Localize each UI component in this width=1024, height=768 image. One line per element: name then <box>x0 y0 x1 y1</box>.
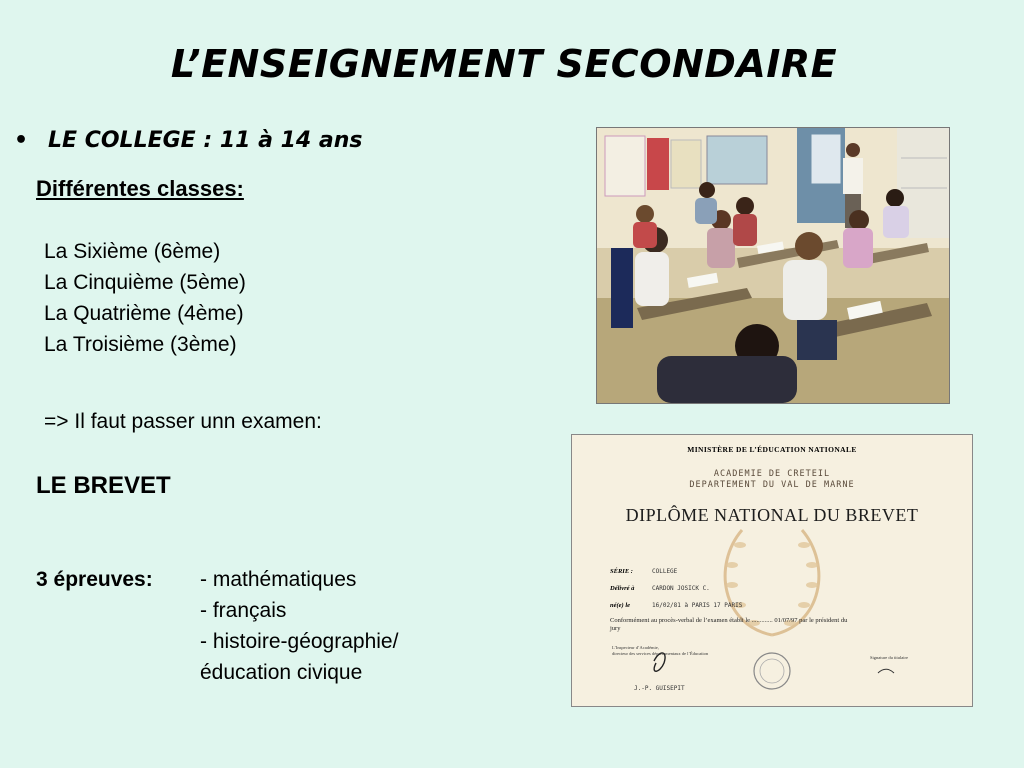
brevet-diploma-image <box>571 434 973 707</box>
diploma-academie-stamp <box>572 469 972 491</box>
diploma-signatory: J.-P. GUISEPIT <box>634 685 685 692</box>
diploma-field-values <box>652 563 742 614</box>
class-item: La Troisième (3ème) <box>44 333 237 356</box>
classes-list <box>44 236 246 360</box>
classroom-photo <box>596 127 950 404</box>
diploma-field-labels <box>610 563 634 614</box>
diploma-conformity: Conformément au procès-verbal de l’examen établi le ............. 01/07/97 par le président du jury <box>610 617 848 632</box>
diploma-ministry: MINISTÈRE DE L’ÉDUCATION NATIONALE <box>687 445 857 454</box>
epreuve-item: - français <box>200 599 287 622</box>
brevet-heading: LE BREVET <box>36 472 171 499</box>
college-heading: LE COLLEGE : 11 à 14 ans <box>48 128 363 153</box>
diploma-field-label: né(e) le <box>610 602 631 609</box>
diploma-academie: ACADEMIE DE CRETEIL <box>713 469 831 479</box>
slide-title: L’ENSEIGNEMENT SECONDAIRE <box>170 42 838 86</box>
diploma-field-value: CARDON JOSICK C. <box>652 585 710 592</box>
diploma-field-value: 16/02/81 à PARIS 17 PARIS <box>652 602 743 609</box>
class-item: La Sixième (6ème) <box>44 240 221 263</box>
diploma-field-value: COLLEGE <box>652 568 678 575</box>
diploma-departement: DEPARTEMENT DU VAL DE MARNE <box>689 480 855 490</box>
diploma-inspector-line: directeur des services départementaux de l’Éducation <box>612 651 709 656</box>
diploma-field-label: Délivré à <box>610 585 635 592</box>
class-item: La Cinquième (5ème) <box>44 271 246 294</box>
epreuves-list <box>200 564 398 688</box>
diploma-inspector <box>612 645 708 657</box>
classes-heading: Différentes classes: <box>36 176 244 201</box>
diploma-title: DIPLÔME NATIONAL DU BREVET <box>625 505 919 525</box>
class-item: La Quatrième (4ème) <box>44 302 244 325</box>
diploma-field-label: SÉRIE : <box>610 568 633 575</box>
diploma-inspector-line: L’Inspecteur d’Académie, <box>612 645 659 650</box>
exam-line: => Il faut passer unn examen: <box>44 410 322 433</box>
classroom-illustration <box>597 128 949 403</box>
epreuve-item: éducation civique <box>200 661 363 684</box>
bullet-symbol: • <box>14 128 29 153</box>
college-bullet <box>14 128 362 153</box>
epreuves-label: 3 épreuves: <box>36 568 153 591</box>
epreuve-item: - mathématiques <box>200 568 357 591</box>
epreuve-item: - histoire-géographie/ <box>200 630 399 653</box>
diploma-holder-signature-label: Signature du titulaire <box>870 655 908 660</box>
